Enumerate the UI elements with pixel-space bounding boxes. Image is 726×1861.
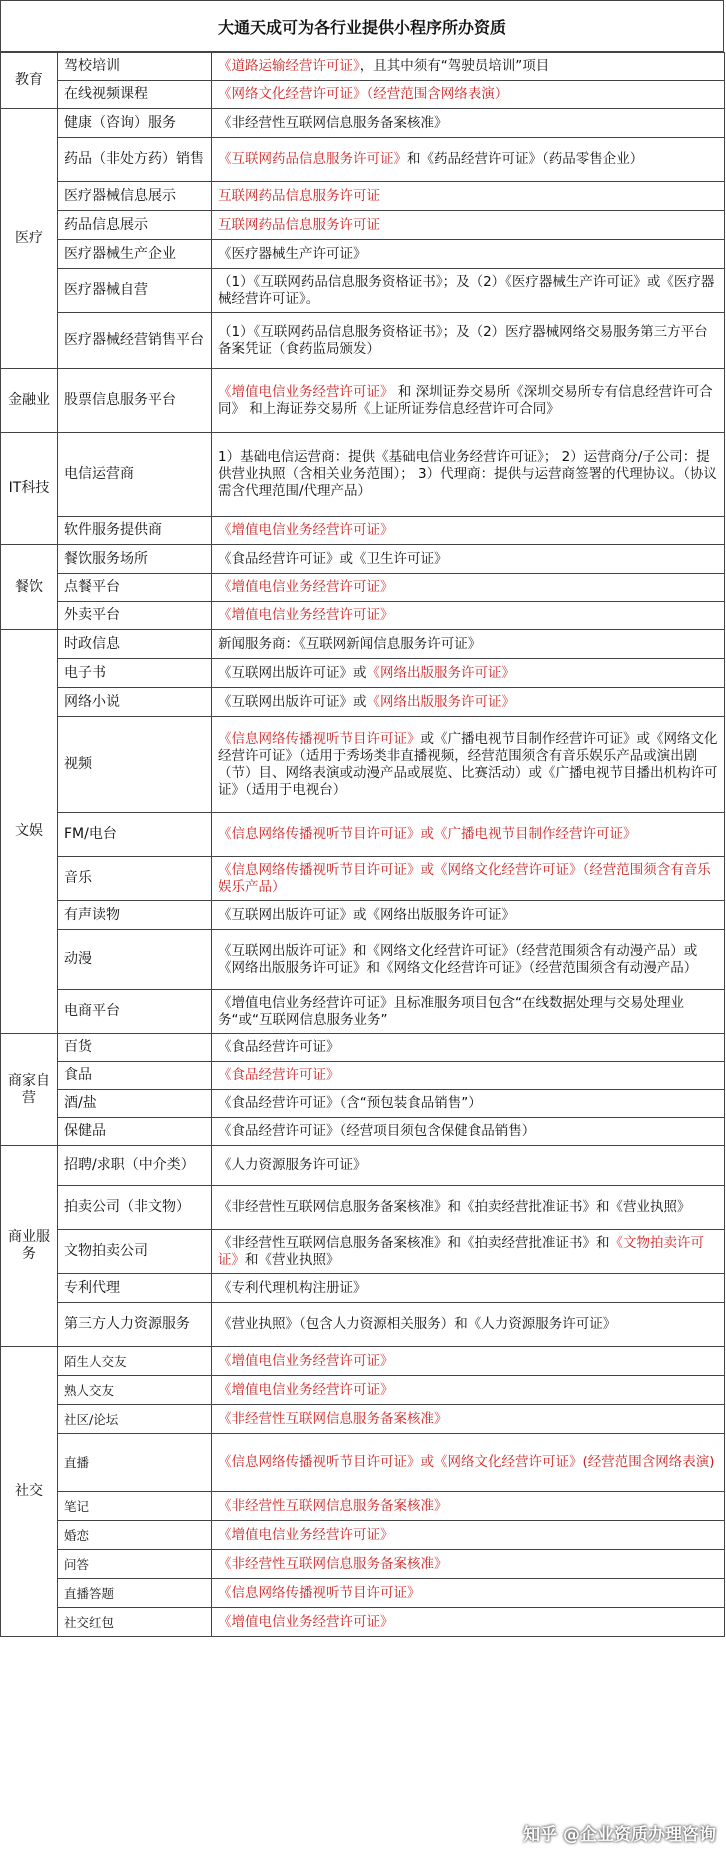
industry-cell: 动漫 xyxy=(58,930,212,990)
watermark: 知乎 @企业资质办理咨询 xyxy=(523,1825,716,1845)
table-row xyxy=(1,1146,725,1186)
industry-cell: 笔记 xyxy=(58,1492,212,1521)
requirement-cell xyxy=(212,930,725,990)
requirement-cell xyxy=(212,1146,725,1186)
requirement-text: （1）《互联网药品信息服务资格证书》；及（2）医疗器械网络交易服务第三方平台备案凭证（食药监局颁发） xyxy=(218,323,708,357)
industry-cell: 食品 xyxy=(58,1062,212,1090)
highlighted-license-text: 《增值电信业务经营许可证》 xyxy=(218,1381,394,1398)
requirement-text: 《非经营性互联网信息服务备案核准》 xyxy=(218,114,448,131)
requirement-text: 《互联网出版许可证》或 xyxy=(218,664,367,681)
table-row xyxy=(1,1090,725,1118)
industry-cell: 保健品 xyxy=(58,1118,212,1146)
requirement-text: 《互联网出版许可证》或 xyxy=(218,693,367,710)
industry-cell: 陌生人交友 xyxy=(58,1347,212,1376)
table-row xyxy=(1,1608,725,1637)
highlighted-license-text: 《网络文化经营许可证》（经营范围含网络表演） xyxy=(218,86,509,102)
table-row xyxy=(1,630,725,659)
industry-cell: 点餐平台 xyxy=(58,574,212,602)
highlighted-license-text: 《信息网络传播视听节目许可证》或《网络文化经营许可证》(经营范围含网络表演) xyxy=(218,1454,715,1470)
requirement-text: 或《广播电视节目制作经营许可证》或《网络文化经营许可证》（适用于秀场类非直播视频，经营范围须含有音乐娱乐产品或演出剧（节）目、网络表演或动漫产品或展览、比赛活动）或《广播电视节目播出机构许可证》（适用于电视台） xyxy=(218,730,718,798)
table-row xyxy=(1,81,725,109)
requirement-cell xyxy=(212,182,725,211)
table-row xyxy=(1,813,725,857)
requirement-cell xyxy=(212,1579,725,1608)
requirement-cell xyxy=(212,109,725,138)
table-row xyxy=(1,53,725,81)
requirement-cell xyxy=(212,138,725,182)
requirement-text: 《营业执照》（包含人力资源相关服务）和《人力资源服务许可证》 xyxy=(218,1316,617,1332)
table-row xyxy=(1,1492,725,1521)
industry-cell: 第三方人力资源服务 xyxy=(58,1303,212,1347)
highlighted-license-text: 《文物拍卖许可证》 xyxy=(218,1234,704,1268)
requirement-text: 《非经营性互联网信息服务备案核准》和《拍卖经营批准证书》和 xyxy=(218,1234,610,1251)
category-cell: 教育 xyxy=(1,53,58,109)
requirement-text: 《食品经营许可证》 xyxy=(218,1039,340,1055)
category-cell: 医疗 xyxy=(1,109,58,369)
requirement-cell xyxy=(212,1090,725,1118)
requirement-cell xyxy=(212,1347,725,1376)
industry-cell: 酒/盐 xyxy=(58,1090,212,1118)
table-row xyxy=(1,182,725,211)
highlighted-license-text: 《增值电信业务经营许可证》 xyxy=(218,1613,394,1630)
table-row xyxy=(1,1550,725,1579)
requirement-cell xyxy=(212,1118,725,1146)
table-row xyxy=(1,930,725,990)
category-cell: 金融业 xyxy=(1,369,58,433)
industry-cell: 股票信息服务平台 xyxy=(58,369,212,433)
qualification-table xyxy=(0,52,725,1637)
category-cell: 商家自营 xyxy=(1,1034,58,1146)
industry-cell: 社区/论坛 xyxy=(58,1405,212,1434)
industry-cell: 医疗器械自营 xyxy=(58,269,212,313)
industry-cell: 社交红包 xyxy=(58,1608,212,1637)
industry-cell: 专利代理 xyxy=(58,1274,212,1303)
requirement-text: 《食品经营许可证》（经营项目须包含保健食品销售） xyxy=(218,1123,536,1139)
table-row xyxy=(1,1230,725,1274)
category-cell: 社交 xyxy=(1,1347,58,1637)
industry-cell: 时政信息 xyxy=(58,630,212,659)
requirement-cell xyxy=(212,1062,725,1090)
highlighted-license-text: 《道路运输经营许可证》 xyxy=(218,58,360,74)
requirement-text: 《人力资源服务许可证》 xyxy=(218,1157,367,1173)
requirement-cell xyxy=(212,1303,725,1347)
requirement-cell xyxy=(212,813,725,857)
industry-cell: 餐饮服务场所 xyxy=(58,545,212,574)
table-row xyxy=(1,313,725,369)
requirement-cell xyxy=(212,630,725,659)
category-cell: IT科技 xyxy=(1,433,58,545)
table-row xyxy=(1,269,725,313)
requirement-text: 《互联网出版许可证》和《网络文化经营许可证》（经营范围须含有动漫产品）或《网络出版服务许可证》和《网络文化经营许可证》（经营范围须含有动漫产品） xyxy=(218,942,698,976)
requirement-cell xyxy=(212,269,725,313)
highlighted-license-text: 《增值电信业务经营许可证》 xyxy=(218,522,394,538)
requirement-text: 《增值电信业务经营许可证》且标准服务项目包含“在线数据处理与交易处理业务“或“互联网信息服务业务” xyxy=(218,994,684,1028)
table-row xyxy=(1,990,725,1034)
requirement-cell xyxy=(212,1492,725,1521)
requirement-cell xyxy=(212,1376,725,1405)
industry-cell: 药品信息展示 xyxy=(58,211,212,240)
table-row xyxy=(1,717,725,813)
highlighted-license-text: 《增值电信业务经营许可证》 xyxy=(218,579,394,595)
requirement-cell xyxy=(212,1034,725,1062)
requirement-cell xyxy=(212,313,725,369)
requirement-cell xyxy=(212,1274,725,1303)
table-row xyxy=(1,1376,725,1405)
requirement-text: 《食品经营许可证》或《卫生许可证》 xyxy=(218,550,448,567)
requirement-text: 1）基础电信运营商：提供《基础电信业务经营许可证》； 2）运营商分/子公司：提供营业执照（含相关业务范围）； 3）代理商：提供与运营商签署的代理协议。（协议需含代理范围/代理产品） xyxy=(218,449,717,499)
table-row xyxy=(1,1405,725,1434)
table-body xyxy=(1,53,725,1637)
industry-cell: 百货 xyxy=(58,1034,212,1062)
industry-cell: FM/电台 xyxy=(58,813,212,857)
requirement-cell xyxy=(212,901,725,930)
highlighted-license-text: 《非经营性互联网信息服务备案核准》 xyxy=(218,1497,448,1514)
industry-cell: 电信运营商 xyxy=(58,433,212,517)
requirement-text: （1）《互联网药品信息服务资格证书》；及（2）《医疗器械生产许可证》或《医疗器械经营许可证》。 xyxy=(218,273,715,307)
requirement-cell xyxy=(212,688,725,717)
requirement-text: 《医疗器械生产许可证》 xyxy=(218,245,367,262)
highlighted-license-text: 《信息网络传播视听节目许可证》或《网络文化经营许可证》（经营范围须含有音乐娱乐产品） xyxy=(218,861,711,895)
highlighted-license-text: 互联网药品信息服务许可证 xyxy=(218,216,380,233)
highlighted-license-text: 《增值电信业务经营许可证》 xyxy=(218,383,394,400)
industry-cell: 招聘/求职（中介类） xyxy=(58,1146,212,1186)
table-row xyxy=(1,1034,725,1062)
industry-cell: 软件服务提供商 xyxy=(58,517,212,545)
requirement-text: 和《营业执照》 xyxy=(245,1251,340,1268)
industry-cell: 药品（非处方药）销售 xyxy=(58,138,212,182)
requirement-cell xyxy=(212,545,725,574)
requirement-text: 《互联网出版许可证》或《网络出版服务许可证》 xyxy=(218,906,515,923)
requirement-text: 《非经营性互联网信息服务备案核准》和《拍卖经营批准证书》和《营业执照》 xyxy=(218,1199,691,1215)
requirement-text: 《食品经营许可证》（含“预包装食品销售”） xyxy=(218,1095,482,1111)
industry-cell: 视频 xyxy=(58,717,212,813)
requirement-cell xyxy=(212,1434,725,1492)
table-row xyxy=(1,659,725,688)
requirement-cell xyxy=(212,517,725,545)
table-row xyxy=(1,1347,725,1376)
requirement-cell xyxy=(212,81,725,109)
category-cell: 餐饮 xyxy=(1,545,58,630)
requirement-cell xyxy=(212,53,725,81)
requirement-text: ，且其中须有“驾驶员培训”项目 xyxy=(359,58,550,74)
requirement-cell xyxy=(212,1186,725,1230)
requirement-cell xyxy=(212,574,725,602)
table-row xyxy=(1,688,725,717)
table-row xyxy=(1,857,725,901)
table-row xyxy=(1,1062,725,1090)
industry-cell: 有声读物 xyxy=(58,901,212,930)
requirement-cell xyxy=(212,717,725,813)
table-row xyxy=(1,901,725,930)
requirement-cell xyxy=(212,1405,725,1434)
industry-cell: 直播 xyxy=(58,1434,212,1492)
requirement-cell xyxy=(212,990,725,1034)
highlighted-license-text: 互联网药品信息服务许可证 xyxy=(218,187,380,204)
table-row xyxy=(1,211,725,240)
highlighted-license-text: 《互联网药品信息服务许可证》 xyxy=(218,151,407,167)
category-cell: 文娱 xyxy=(1,630,58,1034)
table-row xyxy=(1,1521,725,1550)
requirement-cell xyxy=(212,659,725,688)
table-row xyxy=(1,1579,725,1608)
highlighted-license-text: 《网络出版服务许可证》 xyxy=(366,693,515,710)
industry-cell: 外卖平台 xyxy=(58,602,212,630)
requirement-text: 《专利代理机构注册证》 xyxy=(218,1279,367,1296)
requirement-cell xyxy=(212,857,725,901)
requirement-text: 新闻服务商：《互联网新闻信息服务许可证》 xyxy=(218,635,482,652)
highlighted-license-text: 《增值电信业务经营许可证》 xyxy=(218,607,394,623)
category-cell: 商业服务 xyxy=(1,1146,58,1347)
highlighted-license-text: 《增值电信业务经营许可证》 xyxy=(218,1352,394,1369)
requirement-cell xyxy=(212,369,725,433)
industry-cell: 直播答题 xyxy=(58,1579,212,1608)
industry-cell: 婚恋 xyxy=(58,1521,212,1550)
table-row xyxy=(1,1118,725,1146)
table-row xyxy=(1,1186,725,1230)
table-row xyxy=(1,138,725,182)
industry-cell: 电子书 xyxy=(58,659,212,688)
table-row xyxy=(1,240,725,269)
industry-cell: 医疗器械信息展示 xyxy=(58,182,212,211)
table-row xyxy=(1,574,725,602)
highlighted-license-text: 《网络出版服务许可证》 xyxy=(366,664,515,681)
requirement-cell xyxy=(212,433,725,517)
table-row xyxy=(1,369,725,433)
table-row xyxy=(1,602,725,630)
highlighted-license-text: 《非经营性互联网信息服务备案核准》 xyxy=(218,1410,448,1427)
requirement-text: 和 深圳证券交易所《深圳交易所专有信息经营许可合同》 和上海证券交易所《上证所证券信息经营许可合同》 xyxy=(218,383,713,417)
requirement-cell xyxy=(212,1230,725,1274)
highlighted-license-text: 《增值电信业务经营许可证》 xyxy=(218,1526,394,1543)
industry-cell: 健康（咨询）服务 xyxy=(58,109,212,138)
table-row xyxy=(1,109,725,138)
requirement-cell xyxy=(212,211,725,240)
table-row xyxy=(1,1274,725,1303)
requirement-cell xyxy=(212,1550,725,1579)
requirement-cell xyxy=(212,602,725,630)
page-title: 大通天成可为各行业提供小程序所办资质 xyxy=(0,0,724,52)
highlighted-license-text: 《信息网络传播视听节目许可证》 xyxy=(218,1584,421,1601)
industry-cell: 问答 xyxy=(58,1550,212,1579)
industry-cell: 医疗器械经营销售平台 xyxy=(58,313,212,369)
industry-cell: 在线视频课程 xyxy=(58,81,212,109)
industry-cell: 音乐 xyxy=(58,857,212,901)
requirement-cell xyxy=(212,1521,725,1550)
highlighted-license-text: 《信息网络传播视听节目许可证》 xyxy=(218,730,421,747)
industry-cell: 电商平台 xyxy=(58,990,212,1034)
highlighted-license-text: 《信息网络传播视听节目许可证》或《广播电视节目制作经营许可证》 xyxy=(218,826,637,842)
industry-cell: 驾校培训 xyxy=(58,53,212,81)
requirement-cell xyxy=(212,1608,725,1637)
industry-cell: 熟人交友 xyxy=(58,1376,212,1405)
industry-cell: 拍卖公司（非文物） xyxy=(58,1186,212,1230)
requirement-text: 和《药品经营许可证》（药品零售企业） xyxy=(407,151,644,167)
highlighted-license-text: 《非经营性互联网信息服务备案核准》 xyxy=(218,1555,448,1572)
industry-cell: 医疗器械生产企业 xyxy=(58,240,212,269)
requirement-cell xyxy=(212,240,725,269)
highlighted-license-text: 《食品经营许可证》 xyxy=(218,1067,340,1083)
table-row xyxy=(1,1303,725,1347)
industry-cell: 文物拍卖公司 xyxy=(58,1230,212,1274)
table-row xyxy=(1,545,725,574)
industry-cell: 网络小说 xyxy=(58,688,212,717)
table-row xyxy=(1,1434,725,1492)
table-row xyxy=(1,517,725,545)
table-row xyxy=(1,433,725,517)
